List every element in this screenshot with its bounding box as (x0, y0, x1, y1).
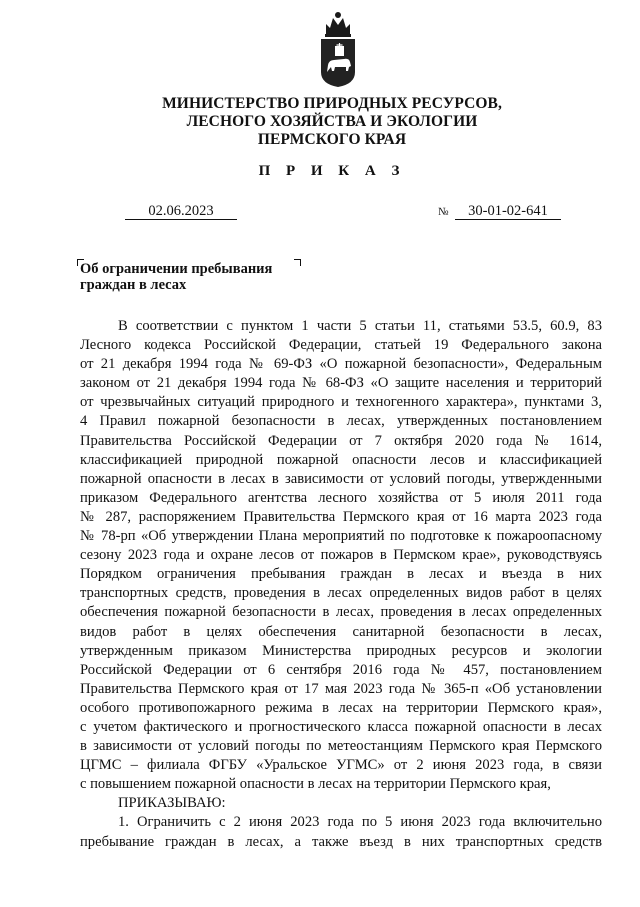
body-line: законом от 21 декабря 1994 года № 68-ФЗ «О защите населения и территорий (80, 375, 602, 392)
body-line: видов работ в целях обеспечения санитарной безопасности в лесах, (80, 623, 602, 640)
body-line: от чрезвычайных ситуаций природного и техногенного характера», пунктами 3, (80, 394, 602, 411)
decree-word: ПРИКАЗЫВАЮ: (118, 795, 226, 812)
body-line: от 21 декабря 1994 года № 69-ФЗ «О пожарной безопасности», Федеральным (80, 356, 602, 373)
ministry-line: ЛЕСНОГО ХОЗЯЙСТВА И ЭКОЛОГИИ (186, 113, 478, 130)
ministry-name (0, 95, 640, 149)
document-type: П Р И К А З (258, 163, 406, 179)
body-line: приказом Федерального агентства лесного хозяйства от 5 июля 2011 года (80, 489, 602, 506)
coat-of-arms-icon (318, 10, 358, 88)
body-line: Лесного кодекса Российской Федерации, статьей 19 Федерального закона (80, 337, 602, 354)
body-line: утвержденным приказом Министерства природных ресурсов и экологии (80, 642, 602, 659)
body-line: обеспечения пожарной безопасности в лесах, проведения в лесах определенных (80, 604, 602, 621)
body-line: пожарной опасности в лесах в зависимости от условий погоды, утвержденными (80, 470, 602, 487)
body-line: особого противопожарного режима в лесах на территории Пермского края», (80, 699, 602, 716)
body-line: Правительства Пермского края от 17 мая 2023 года № 365-п «Об установлении (80, 680, 602, 697)
body-line: ЦГМС – филиала ФГБУ «Уральское УГМС» от 2 июня 2023 года, в связи (80, 757, 602, 774)
body-line: транспортных средств, проведения в лесах определенных видов работ в целях (80, 585, 602, 602)
order-subject (80, 261, 320, 293)
ministry-line: МИНИСТЕРСТВО ПРИРОДНЫХ РЕСУРСОВ, (162, 95, 502, 112)
body-line: сезону 2023 года и охране лесов от пожаров в Пермском крае», руководствуясь (80, 547, 602, 564)
ministry-line: ПЕРМСКОГО КРАЯ (257, 131, 407, 148)
item-1-line: пребывание граждан в лесах, а также въезд в них транспортных средств (80, 833, 602, 850)
body-line: классификацией природной пожарной опасности лесов и классификацией (80, 451, 602, 468)
body-line: Порядком ограничения пребывания граждан в лесах и въезда в них (80, 566, 602, 583)
body-line: в зависимости от условий погоды по метеостанциям Пермского края Пермского (80, 738, 602, 755)
subject-line: Об ограничении пребывания (80, 261, 273, 277)
order-body (80, 317, 602, 852)
order-number: 30-01-02-641 (455, 203, 561, 220)
body-line: с учетом фактического и прогностического класса пожарной опасности в лесах (80, 718, 602, 735)
body-line: В соответствии с пунктом 1 части 5 статьи 11, статьями 53.5, 60.9, 83 (118, 318, 602, 334)
body-line: № 287, распоряжением Правительства Пермского края от 16 марта 2023 года (80, 508, 602, 525)
body-line: 4 Правил пожарной безопасности в лесах, утвержденных постановлением (80, 413, 602, 430)
order-date: 02.06.2023 (125, 203, 237, 220)
body-line: с повышением пожарной опасности в лесах на территории Пермского края, (80, 776, 551, 793)
number-sign: № (438, 206, 449, 218)
subject-line: граждан в лесах (80, 277, 187, 293)
body-line: Российской Федерации от 6 сентября 2016 года № 457, постановлением (80, 661, 602, 678)
body-line: Правительства Российской Федерации от 7 октября 2020 года № 1614, (80, 432, 602, 449)
item-1-line: 1. Ограничить с 2 июня 2023 года по 5 июня 2023 года включительно (118, 814, 602, 831)
body-line: № 78-рп «Об утверждении Плана мероприятий по подготовке к пожароопасному (80, 528, 602, 545)
